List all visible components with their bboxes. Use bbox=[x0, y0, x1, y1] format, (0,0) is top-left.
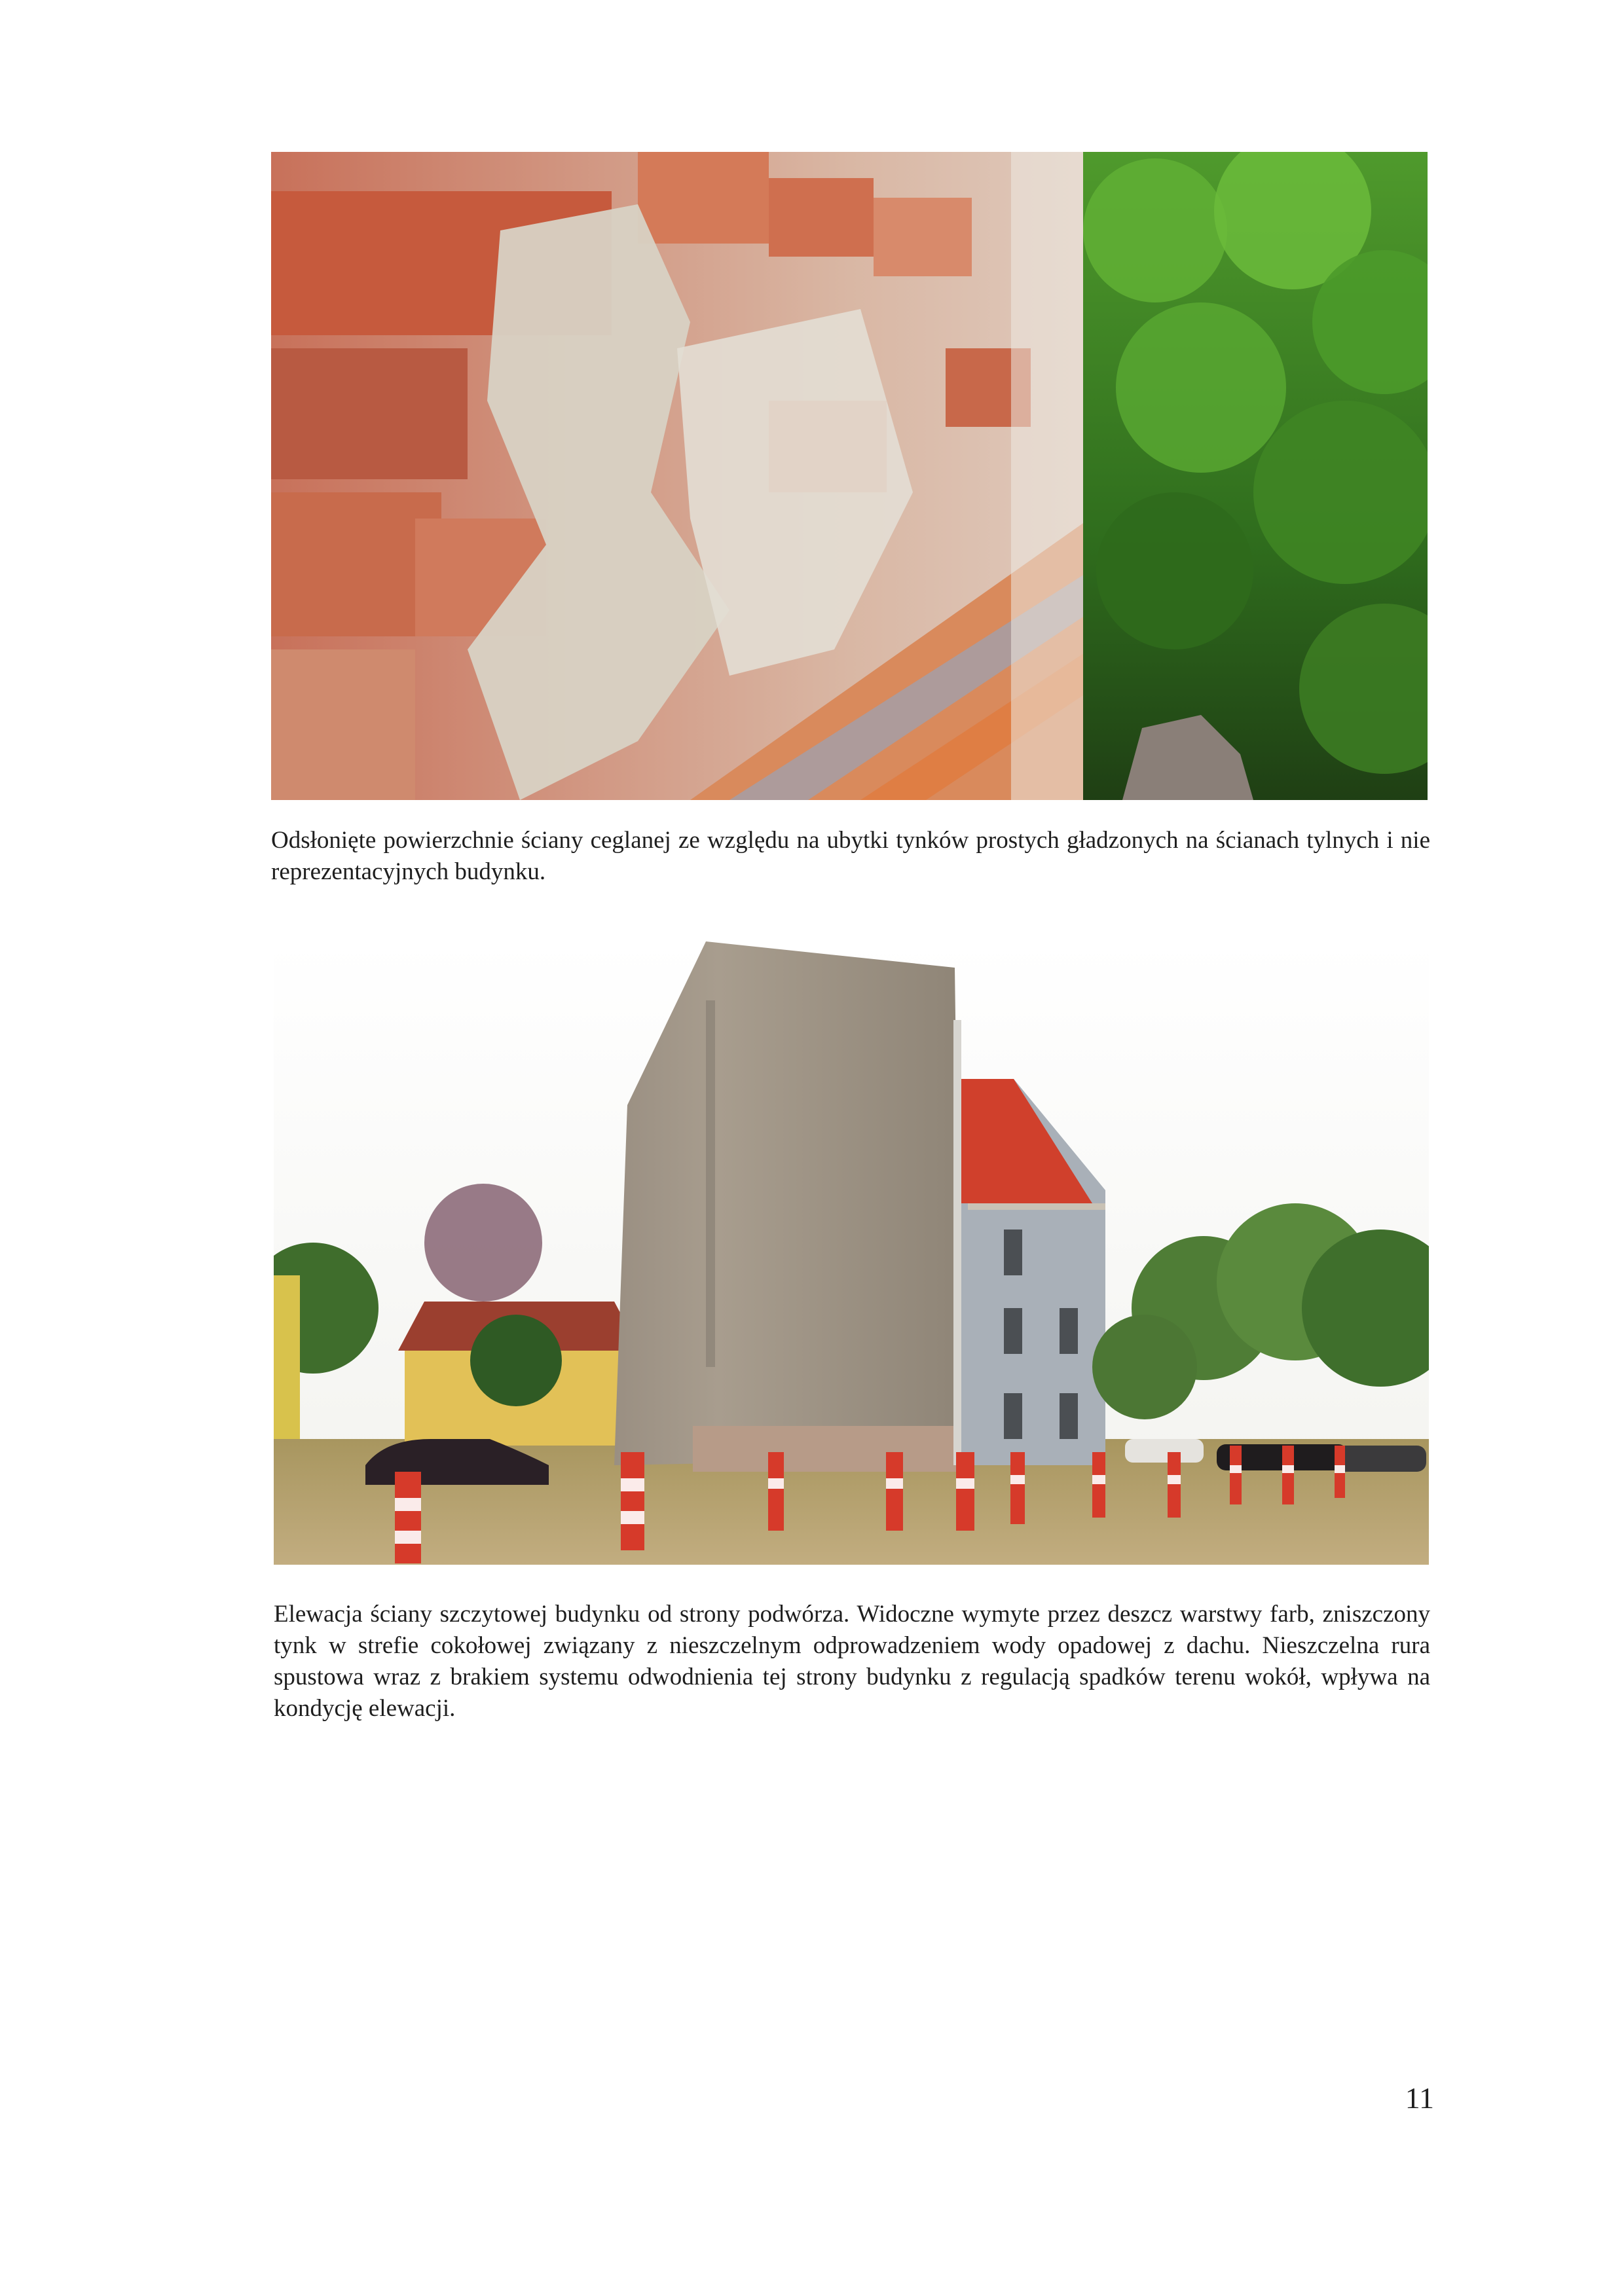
page-number: 11 bbox=[1405, 2081, 1434, 2115]
building-gable-image bbox=[274, 941, 1429, 1565]
brick-wall-photo bbox=[271, 152, 1428, 800]
brick-wall-image bbox=[271, 152, 1428, 800]
building-gable-photo bbox=[274, 941, 1429, 1565]
caption-building-gable: Elewacja ściany szczytowej budynku od strony podwórza. Widoczne wymyte przez deszcz warstwy farb, zniszczony tynk w strefie cokołowej związany z nieszczelnym odprowadzeniem wody opadowej z dachu. Nieszczelna rura spustowa wraz z brakiem systemu odwodnienia tej strony budynku z regulacją spadków terenu wokół, wpływa na kondycję elewacji. bbox=[274, 1601, 1430, 1722]
caption-brick-wall: Odsłonięte powierzchnie ściany ceglanej ze względu na ubytki tynków prostych gładzonych na ścianach tylnych i nie reprezentacyjnych budynku. bbox=[271, 827, 1430, 885]
